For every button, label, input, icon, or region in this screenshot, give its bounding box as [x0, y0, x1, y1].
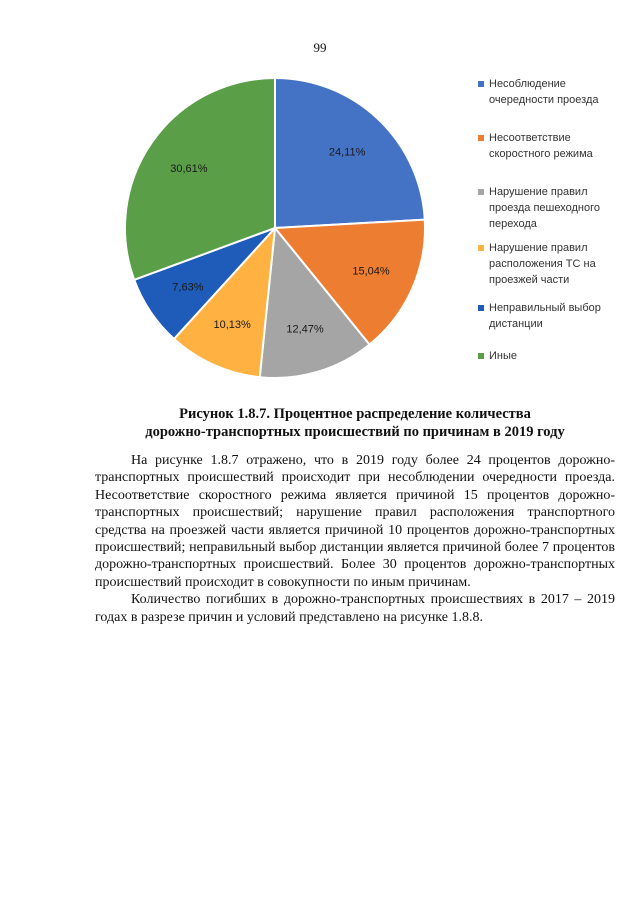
legend-item-2: [478, 184, 628, 232]
legend-label-line: Несоответствие: [489, 132, 571, 144]
legend-label: [489, 184, 628, 232]
slice-label-4: 7,63%: [172, 281, 204, 294]
slice-label-3: 10,13%: [213, 318, 251, 331]
legend-item-3: [478, 240, 628, 288]
legend-label-line: проезжей части: [489, 274, 570, 286]
legend-swatch: [478, 189, 484, 195]
legend-label-line: Иные: [489, 350, 518, 362]
legend-item-1: [478, 130, 628, 162]
legend-item-5: [478, 348, 628, 364]
legend-swatch: [478, 135, 484, 141]
paragraph-2: Количество погибших в дорожно-транспортных происшествиях в 2017 – 2019 годах в разрезе причин и условий представлено на рисунке 1.8.8.: [95, 592, 615, 625]
legend-label-line: перехода: [489, 218, 537, 230]
pie-chart: [0, 60, 460, 400]
legend-label-line: дистанции: [489, 318, 543, 330]
legend-swatch: [478, 81, 484, 87]
caption-line-2: дорожно-транспортных происшествий по причинам в 2019 году: [145, 424, 565, 440]
body-text: [95, 452, 615, 626]
legend-label-line: Неправильный выбор: [489, 302, 601, 314]
legend-swatch: [478, 245, 484, 251]
legend-label-line: очередности проезда: [489, 94, 599, 106]
legend-swatch: [478, 305, 484, 311]
slice-label-0: 24,11%: [328, 146, 366, 159]
legend-item-4: [478, 300, 628, 332]
page-number: 99: [313, 40, 327, 55]
figure-caption: [95, 405, 615, 441]
slice-label-5: 30,61%: [170, 162, 208, 175]
legend-label-line: скоростного режима: [489, 148, 593, 160]
legend-label-line: Нарушение правил: [489, 242, 588, 254]
legend-label: [489, 348, 628, 364]
legend-label-line: Несоблюдение: [489, 78, 566, 90]
legend-label: [489, 76, 628, 108]
slice-label-2: 12,47%: [286, 323, 324, 336]
legend-label: [489, 300, 628, 332]
paragraph-1: На рисунке 1.8.7 отражено, что в 2019 году более 24 процентов дорожно-транспортных происшествий происходит при несоблюдении очередности проезда. Несоответствие скоростного режима является причиной 15 процентов дорожно-транспортных происшествий; нарушение правил расположения транспортного средства на проезжей части является причиной 10 процентов дорожно-транспортных происшествий; неправильный выбор дистанции является причиной более 7 процентов дорожно-транспортных происшествий. Более 30 процентов дорожно-транспортных происшествий происходит в совокупности по иным причинам.: [95, 453, 615, 590]
legend-label: [489, 240, 628, 288]
slice-label-1: 15,04%: [352, 265, 390, 278]
legend-label-line: Нарушение правил: [489, 186, 588, 198]
caption-line-1: Рисунок 1.8.7. Процентное распределение количества: [179, 406, 531, 422]
legend-label: [489, 130, 628, 162]
legend-item-0: [478, 76, 628, 108]
legend-label-line: расположения ТС на: [489, 258, 596, 270]
legend-swatch: [478, 353, 484, 359]
legend-label-line: проезда пешеходного: [489, 202, 600, 214]
